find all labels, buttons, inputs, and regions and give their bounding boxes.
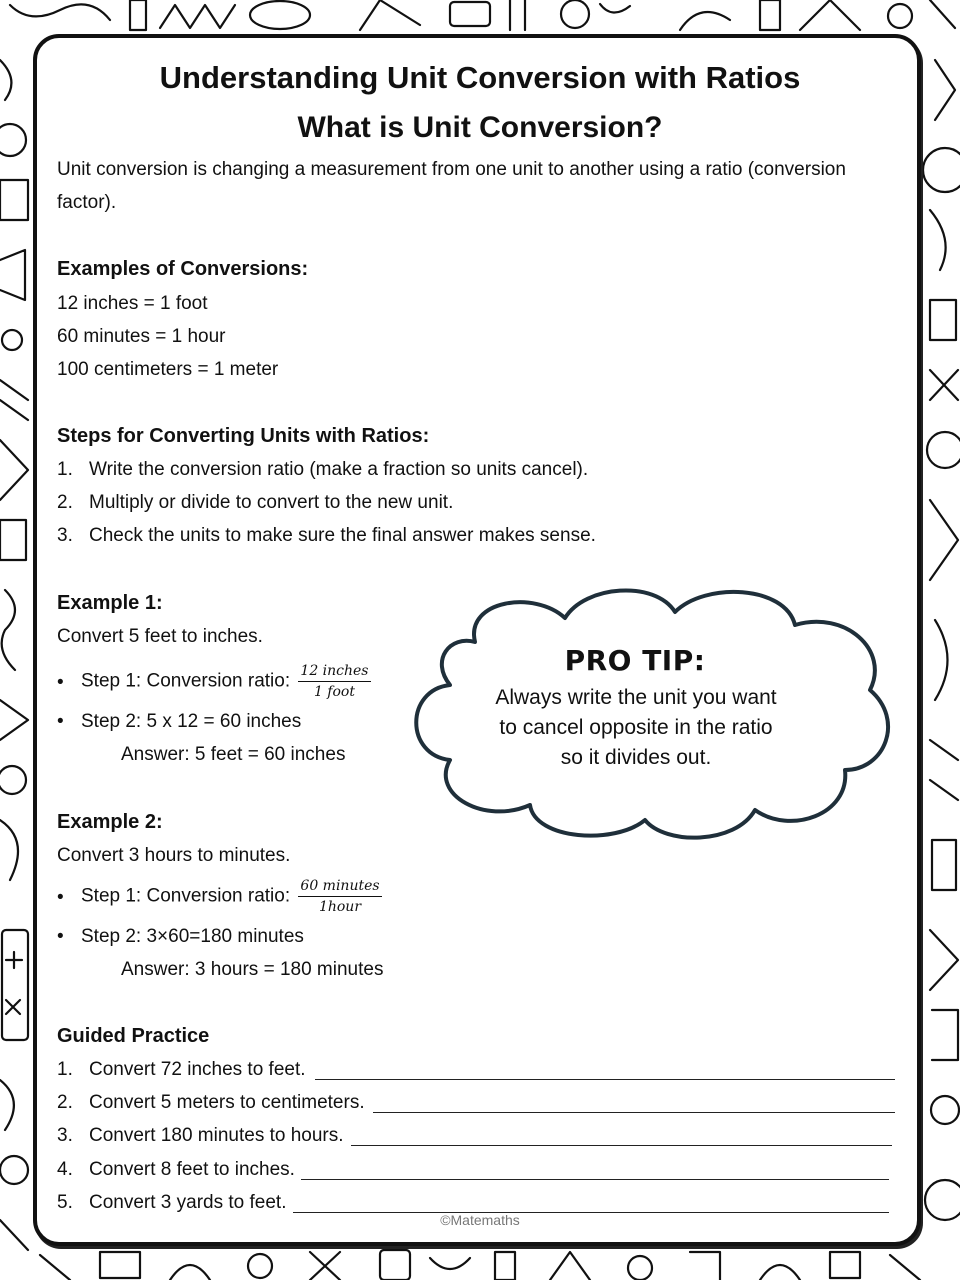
answer-line[interactable] bbox=[299, 1179, 889, 1180]
step-text: Multiply or divide to convert to the new unit. bbox=[89, 492, 454, 513]
example1-heading: Example 1: bbox=[57, 592, 163, 614]
practice-item bbox=[57, 1125, 892, 1151]
example2-step1-label: Step 1: Conversion ratio: bbox=[81, 885, 291, 907]
example1-step2: Step 2: 5 x 12 = 60 inches bbox=[81, 711, 302, 732]
example1-step1 bbox=[81, 662, 371, 701]
practice-question: Convert 3 yards to feet. bbox=[89, 1192, 293, 1214]
practice-item bbox=[57, 1059, 895, 1085]
practice-item bbox=[57, 1159, 889, 1185]
step-text: Check the units to make sure the final answer makes sense. bbox=[89, 525, 596, 546]
example1-step1-label: Step 1: Conversion ratio: bbox=[81, 670, 291, 692]
practice-number: 2. bbox=[57, 1092, 73, 1113]
practice-question: Convert 180 minutes to hours. bbox=[89, 1125, 350, 1147]
practice-question: Convert 8 feet to inches. bbox=[89, 1159, 301, 1181]
ratio-numerator: 60 minutes bbox=[298, 877, 381, 897]
step-number: 1. bbox=[57, 459, 73, 480]
answer-line[interactable] bbox=[351, 1145, 892, 1146]
bullet: • bbox=[57, 926, 64, 947]
example2-heading: Example 2: bbox=[57, 811, 163, 833]
answer-line[interactable] bbox=[373, 1112, 895, 1113]
example2-ratio bbox=[298, 877, 381, 916]
practice-number: 5. bbox=[57, 1192, 73, 1213]
practice-number: 3. bbox=[57, 1125, 73, 1146]
bullet: • bbox=[57, 711, 64, 732]
example1-answer: Answer: 5 feet = 60 inches bbox=[121, 744, 346, 765]
ratio-numerator: 12 inches bbox=[298, 662, 370, 682]
practice-heading: Guided Practice bbox=[57, 1025, 210, 1047]
pro-tip-title: PRO TIP: bbox=[564, 644, 706, 677]
example2-step1 bbox=[81, 877, 382, 916]
pro-tip-text: Always write the unit you want to cancel opposite in the ratio so it divides out. bbox=[495, 686, 777, 769]
example2-step2: Step 2: 3×60=180 minutes bbox=[81, 926, 304, 947]
ratio-denominator: 1 foot bbox=[313, 684, 355, 700]
practice-item bbox=[57, 1092, 895, 1118]
example1-ratio bbox=[298, 662, 370, 701]
practice-question: Convert 5 meters to centimeters. bbox=[89, 1092, 371, 1114]
section-title: What is Unit Conversion? bbox=[297, 111, 663, 144]
example-item: 60 minutes = 1 hour bbox=[57, 326, 226, 347]
step-number: 2. bbox=[57, 492, 73, 513]
step-text: Write the conversion ratio (make a fraction so units cancel). bbox=[89, 459, 589, 480]
example-item: 12 inches = 1 foot bbox=[57, 293, 208, 314]
step-number: 3. bbox=[57, 525, 73, 546]
bullet: • bbox=[57, 672, 64, 693]
example1-prompt: Convert 5 feet to inches. bbox=[57, 626, 263, 647]
ratio-denominator: 1hour bbox=[318, 899, 362, 915]
example2-answer: Answer: 3 hours = 180 minutes bbox=[121, 959, 384, 980]
copyright-notice: ©Matemaths bbox=[440, 1212, 520, 1228]
examples-heading: Examples of Conversions: bbox=[57, 258, 309, 280]
example2-prompt: Convert 3 hours to minutes. bbox=[57, 845, 291, 866]
practice-number: 1. bbox=[57, 1059, 73, 1080]
example-item: 100 centimeters = 1 meter bbox=[57, 359, 279, 380]
steps-heading: Steps for Converting Units with Ratios: bbox=[57, 425, 430, 447]
intro-paragraph: Unit conversion is changing a measurement from one unit to another using a ratio (conversion factor). bbox=[57, 159, 846, 213]
practice-number: 4. bbox=[57, 1159, 73, 1180]
page-title: Understanding Unit Conversion with Ratios bbox=[159, 60, 801, 95]
answer-line[interactable] bbox=[315, 1079, 895, 1080]
bullet: • bbox=[57, 887, 64, 908]
practice-question: Convert 72 inches to feet. bbox=[89, 1059, 312, 1081]
